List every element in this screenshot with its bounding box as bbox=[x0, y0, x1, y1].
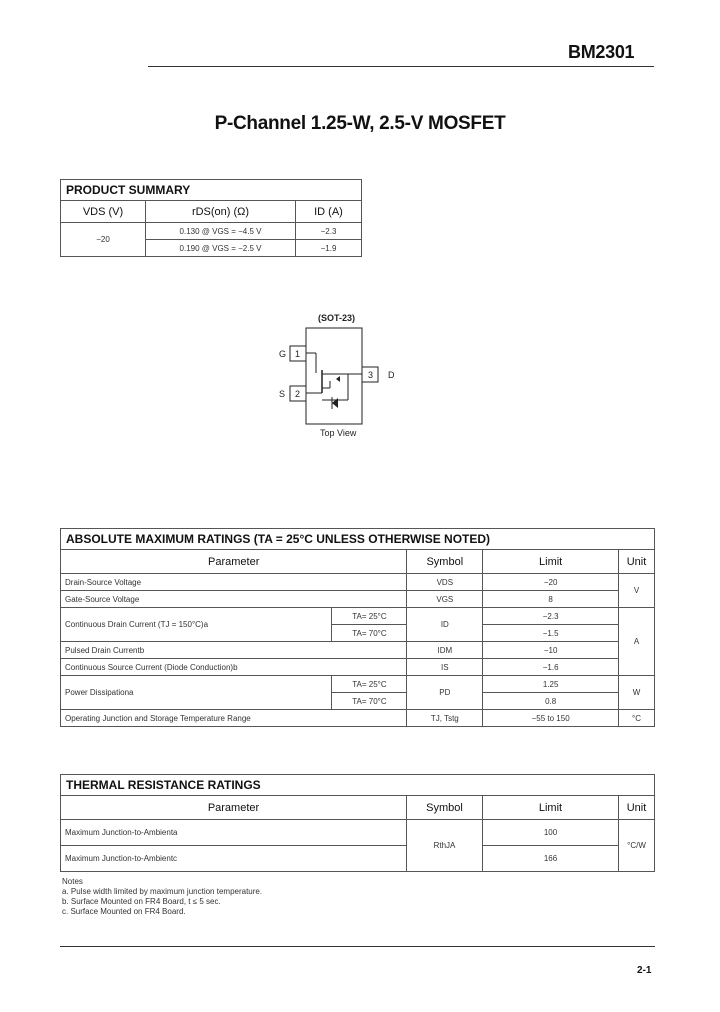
cond-id-25: TA= 25°C bbox=[332, 608, 407, 625]
param-vds: Drain-Source Voltage bbox=[61, 574, 407, 591]
thermal-col-parameter: Parameter bbox=[61, 796, 407, 820]
note-a: a. Pulse width limited by maximum junction temperature. bbox=[62, 887, 263, 896]
thermal-col-limit: Limit bbox=[483, 796, 619, 820]
param-pd: Power Dissipationa bbox=[61, 676, 332, 710]
col-vds: VDS (V) bbox=[61, 201, 146, 223]
footer-rule bbox=[60, 946, 655, 947]
symbol-idm: IDM bbox=[407, 642, 483, 659]
param-is: Continuous Source Current (Diode Conduction)b bbox=[61, 659, 407, 676]
pin-s-label: S bbox=[279, 389, 286, 399]
thermal-limit-2: 166 bbox=[483, 846, 619, 872]
limit-is: −1.6 bbox=[483, 659, 619, 676]
unit-w: W bbox=[619, 676, 655, 710]
pin-g-label: G bbox=[279, 349, 287, 359]
pin-3-label: 3 bbox=[368, 370, 374, 380]
notes bbox=[62, 877, 262, 917]
symbol-id: ID bbox=[407, 608, 483, 642]
unit-c: °C bbox=[619, 710, 655, 727]
page-number: 2-1 bbox=[637, 965, 652, 976]
cond-pd-25: TA= 25°C bbox=[332, 676, 407, 693]
top-view-label: Top View bbox=[320, 428, 357, 438]
limit-tj: −55 to 150 bbox=[483, 710, 619, 727]
col-limit: Limit bbox=[483, 550, 619, 574]
col-symbol: Symbol bbox=[407, 550, 483, 574]
col-rds: rDS(on) (Ω) bbox=[146, 201, 296, 223]
id-value-1: −2.3 bbox=[296, 223, 362, 240]
thermal-col-unit: Unit bbox=[619, 796, 655, 820]
col-id: ID (A) bbox=[296, 201, 362, 223]
limit-id-70: −1.5 bbox=[483, 625, 619, 642]
thermal-resistance-table bbox=[60, 774, 655, 872]
symbol-vds: VDS bbox=[407, 574, 483, 591]
product-summary-table bbox=[60, 179, 362, 257]
pin-d-label: D bbox=[388, 370, 395, 380]
thermal-limit-1: 100 bbox=[483, 820, 619, 846]
symbol-vgs: VGS bbox=[407, 591, 483, 608]
page-title: P-Channel 1.25-W, 2.5-V MOSFET bbox=[214, 113, 506, 134]
symbol-pd: PD bbox=[407, 676, 483, 710]
thermal-symbol: RthJA bbox=[407, 820, 483, 872]
rds-value-2: 0.190 @ VGS = −2.5 V bbox=[146, 240, 296, 257]
param-vgs: Gate-Source Voltage bbox=[61, 591, 407, 608]
thermal-param-2: Maximum Junction-to-Ambientc bbox=[61, 846, 407, 872]
limit-vds: −20 bbox=[483, 574, 619, 591]
limit-idm: −10 bbox=[483, 642, 619, 659]
limit-pd-25: 1.25 bbox=[483, 676, 619, 693]
package-name: (SOT-23) bbox=[318, 313, 356, 323]
note-c: c. Surface Mounted on FR4 Board. bbox=[62, 907, 186, 916]
abs-max-title: ABSOLUTE MAXIMUM RATINGS (TA = 25°C UNLESS OTHERWISE NOTED) bbox=[61, 529, 655, 550]
id-value-2: −1.9 bbox=[296, 240, 362, 257]
limit-vgs: 8 bbox=[483, 591, 619, 608]
sot23-package-diagram bbox=[270, 305, 410, 445]
thermal-col-symbol: Symbol bbox=[407, 796, 483, 820]
limit-pd-70: 0.8 bbox=[483, 693, 619, 710]
unit-v: V bbox=[619, 574, 655, 608]
thermal-param-1: Maximum Junction-to-Ambienta bbox=[61, 820, 407, 846]
col-unit: Unit bbox=[619, 550, 655, 574]
note-b: b. Surface Mounted on FR4 Board, t ≤ 5 sec. bbox=[62, 897, 221, 906]
limit-id-25: −2.3 bbox=[483, 608, 619, 625]
header-rule bbox=[148, 66, 654, 67]
col-parameter: Parameter bbox=[61, 550, 407, 574]
param-tj: Operating Junction and Storage Temperature Range bbox=[61, 710, 407, 727]
param-idm: Pulsed Drain Currentb bbox=[61, 642, 407, 659]
part-number: BM2301 bbox=[568, 42, 635, 62]
product-summary-title: PRODUCT SUMMARY bbox=[61, 180, 362, 201]
cond-id-70: TA= 70°C bbox=[332, 625, 407, 642]
param-id: Continuous Drain Current (TJ = 150°C)a bbox=[61, 608, 332, 642]
vds-value: −20 bbox=[61, 223, 146, 257]
pin-2-label: 2 bbox=[295, 389, 301, 399]
unit-a: A bbox=[619, 608, 655, 676]
rds-value-1: 0.130 @ VGS = −4.5 V bbox=[146, 223, 296, 240]
thermal-title: THERMAL RESISTANCE RATINGS bbox=[61, 775, 655, 796]
symbol-tj: TJ, Tstg bbox=[407, 710, 483, 727]
cond-pd-70: TA= 70°C bbox=[332, 693, 407, 710]
thermal-unit: °C/W bbox=[619, 820, 655, 872]
symbol-is: IS bbox=[407, 659, 483, 676]
notes-heading: Notes bbox=[62, 877, 83, 886]
absolute-maximum-ratings-table bbox=[60, 528, 655, 727]
pin-1-label: 1 bbox=[295, 349, 301, 359]
